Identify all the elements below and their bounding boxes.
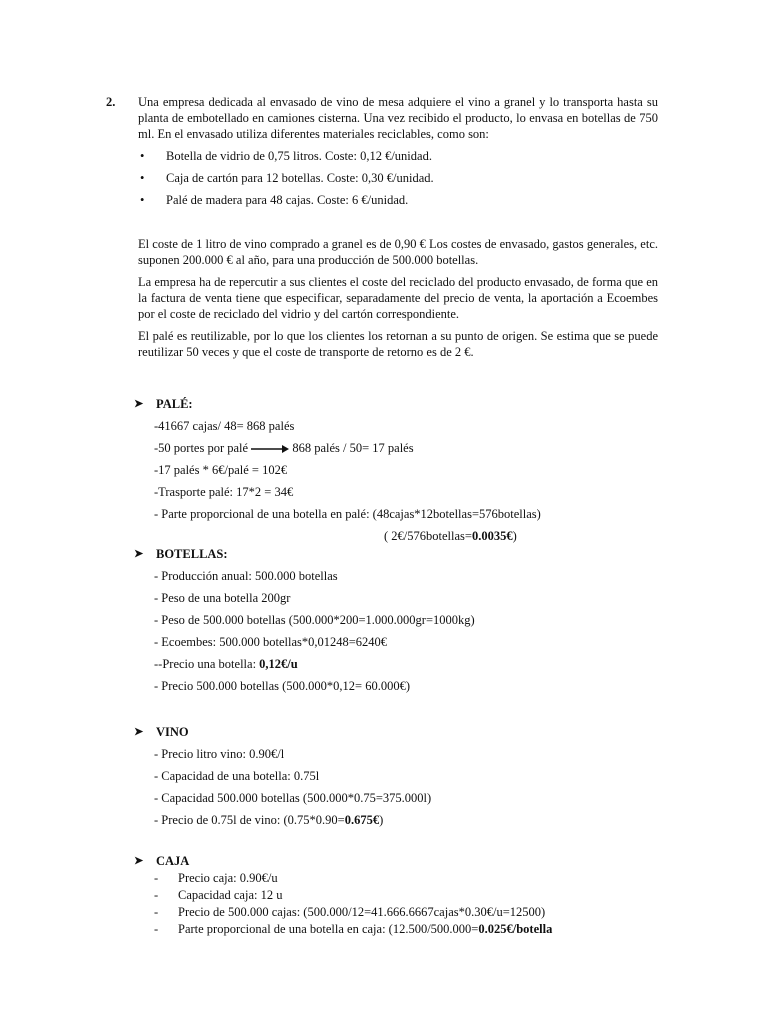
vino-result-value: 0.675€	[344, 813, 380, 827]
vino-line: - Precio de 0.75l de vino: (0.75*0.90=0.675€)	[154, 813, 384, 827]
vino-line: - Capacidad de una botella: 0.75l	[154, 769, 320, 783]
material-item: • Palé de madera para 48 cajas. Coste: 6 €/unidad.	[138, 192, 658, 208]
section-title: VINO	[156, 725, 189, 739]
vino-line: - Precio litro vino: 0.90€/l	[154, 747, 285, 761]
botellas-line: - Producción anual: 500.000 botellas	[154, 569, 338, 583]
arrowhead-right-icon: ➤	[134, 398, 144, 410]
pale-line: - Parte proporcional de una botella en palé: (48cajas*12botellas=576botellas)	[154, 507, 541, 521]
pale-result-value: 0.0035€	[471, 529, 513, 543]
materials-list	[138, 148, 658, 208]
pale-line: -41667 cajas/ 48= 868 palés	[154, 419, 295, 433]
paragraph-recycling: La empresa ha de repercutir a sus clientes el coste del reciclado del producto envasado, de forma que en la factura de venta tiene que especificar, separadamente del precio de venta, la aportación a Ecoembes por el coste de reciclado del vidrio y del cartón correspondiente.	[138, 275, 658, 321]
pale-line: -50 portes por palé 868 palés / 50= 17 palés	[154, 441, 414, 455]
vino-line: - Capacidad 500.000 botellas (500.000*0.75=375.000l)	[154, 791, 432, 805]
long-right-arrow-icon	[251, 444, 289, 454]
caja-result-value: 0.025€/botella	[478, 922, 553, 936]
caja-line: - Precio caja: 0.90€/u	[154, 871, 278, 885]
question-number: 2.	[106, 95, 116, 109]
botellas-line: - Peso de 500.000 botellas (500.000*200=1.000.000gr=1000kg)	[154, 613, 475, 627]
section-title: PALÉ:	[156, 397, 193, 411]
paragraph-pallet: El palé es reutilizable, por lo que los clientes los retornan a su punto de origen. Se estima que se puede reutilizar 50 veces y que el coste de transporte de retorno es de 2 €.	[138, 329, 658, 359]
botellas-line: - Ecoembes: 500.000 botellas*0,01248=6240€	[154, 635, 388, 649]
botellas-line: - Peso de una botella 200gr	[154, 591, 291, 605]
section-botellas	[134, 546, 475, 694]
material-item: • Caja de cartón para 12 botellas. Coste: 0,30 €/unidad.	[138, 170, 658, 186]
pale-line: -17 palés * 6€/palé = 102€	[154, 463, 288, 477]
question-intro: Una empresa dedicada al envasado de vino de mesa adquiere el vino a granel y lo transporta hasta su planta de embotellado en camiones cisterna. Una vez recibido el producto, lo envasa en botellas de 750 ml. En el envasado utiliza diferentes materiales reciclables, como son:	[138, 95, 658, 141]
pale-result-line: ( 2€/576botellas=0.0035€)	[384, 529, 517, 543]
botellas-line: --Precio una botella: 0,12€/u	[154, 657, 298, 671]
botella-price-value: 0,12€/u	[259, 657, 298, 671]
pale-line: -Trasporte palé: 17*2 = 34€	[154, 485, 294, 499]
caja-line: - Parte proporcional de una botella en caja: (12.500/500.000=0.025€/botella	[154, 922, 553, 936]
arrowhead-right-icon: ➤	[134, 855, 144, 867]
caja-line: - Capacidad caja: 12 u	[154, 888, 283, 902]
section-caja	[134, 853, 552, 937]
arrowhead-right-icon: ➤	[134, 548, 144, 560]
caja-line: - Precio de 500.000 cajas: (500.000/12=41.666.6667cajas*0.30€/u=12500)	[154, 905, 546, 919]
section-vino	[134, 724, 431, 828]
section-title: CAJA	[156, 854, 190, 868]
arrowhead-right-icon: ➤	[134, 726, 144, 738]
section-title: BOTELLAS:	[156, 547, 228, 561]
material-item: • Botella de vidrio de 0,75 litros. Coste: 0,12 €/unidad.	[138, 148, 658, 164]
botellas-line: - Precio 500.000 botellas (500.000*0,12= 60.000€)	[154, 679, 410, 693]
question-block	[108, 94, 658, 366]
section-pale	[134, 396, 541, 544]
paragraph-cost: El coste de 1 litro de vino comprado a granel es de 0,90 € Los costes de envasado, gastos generales, etc. suponen 200.000 € al año, para una producción de 500.000 botellas.	[138, 237, 658, 267]
